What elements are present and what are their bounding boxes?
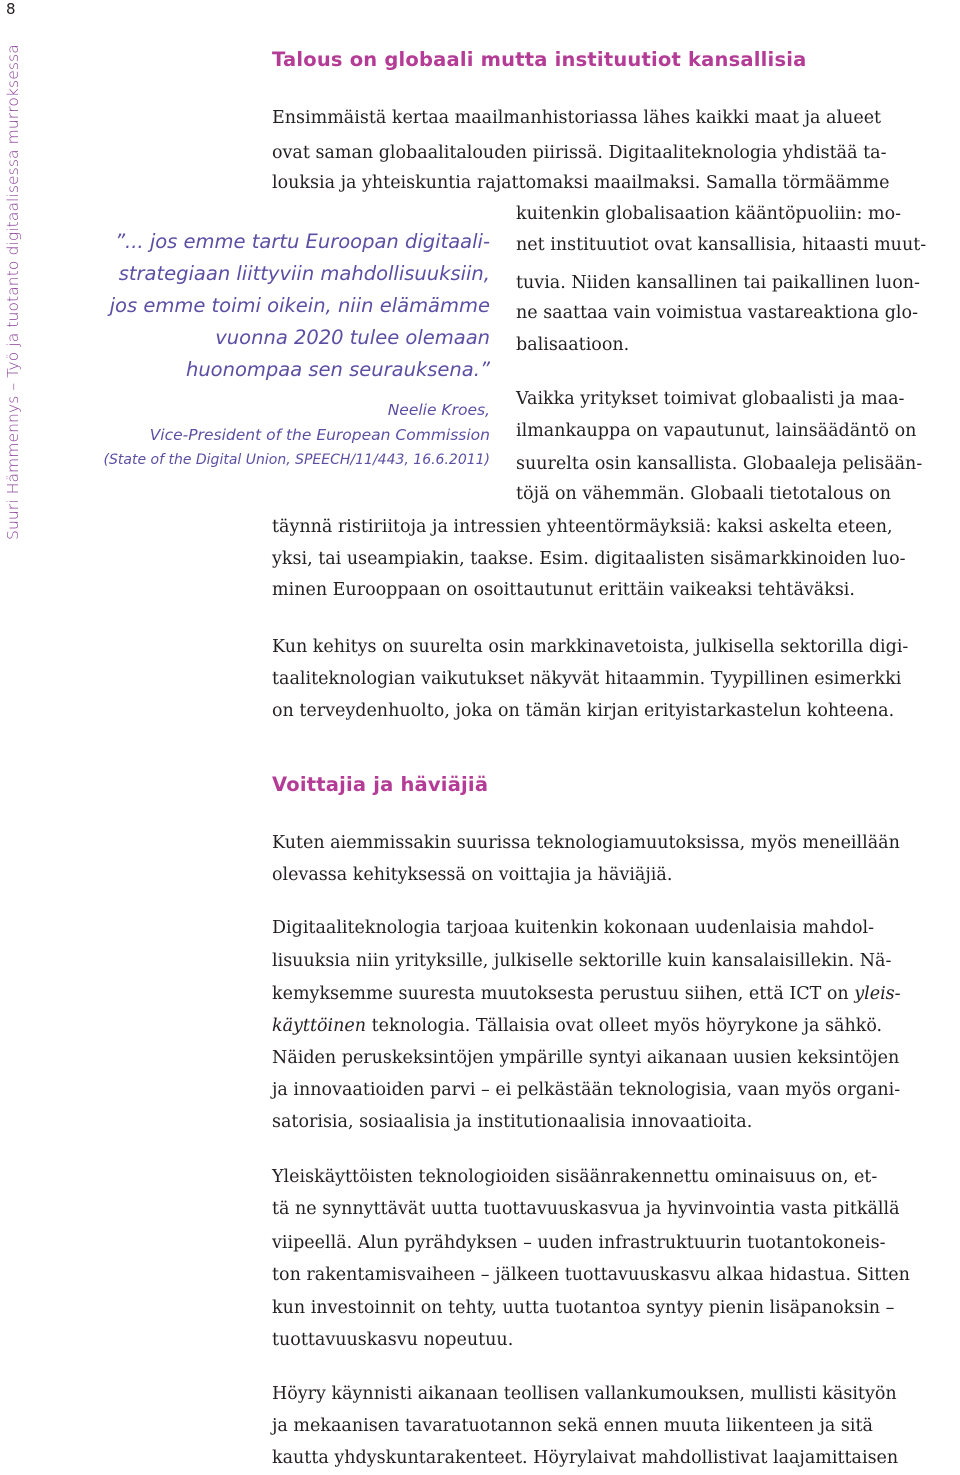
text-line: Vaikka yritykset toimivat globaalisti ja maa- (516, 389, 905, 409)
text-line: satorisia, sosiaalisia ja institutionaalisia innovaatioita. (272, 1112, 753, 1132)
text-line: Digitaaliteknologia tarjoaa kuitenkin kokonaan uudenlaisia mahdol- (272, 918, 875, 938)
quote-author-role: Vice-President of the European Commission (149, 426, 490, 444)
text-line: tä ne synnyttävät uutta tuottavuuskasvua ja hyvinvointia vasta pitkällä (272, 1199, 900, 1219)
text-line: ton rakentamisvaiheen – jälkeen tuottavuuskasvu alkaa hidastua. Sitten (272, 1265, 910, 1285)
text-line: ne saattaa vain voimistua vastareaktiona glo- (516, 303, 918, 323)
emphasis-text: yleis- (854, 984, 901, 1004)
text-line: Kun kehitys on suurelta osin markkinavetoista, julkisella sektorilla digi- (272, 637, 909, 657)
text-line: ja innovaatioiden parvi – ei pelkästään teknologisia, vaan myös organi- (272, 1080, 901, 1100)
quote-source: (State of the Digital Union, SPEECH/11/443, 16.6.2011) (103, 452, 490, 468)
text-line: ja mekaanisen tavaratuotannon sekä ennen muuta liikenteen ja sitä (272, 1416, 873, 1436)
page-number: 8 (6, 0, 16, 18)
text-line: kun investoinnit on tehty, uutta tuotantoa syntyy pienin lisäpanoksin – (272, 1298, 895, 1318)
text-line (272, 1011, 882, 1041)
text-line: Näiden peruskeksintöjen ympärille syntyi aikanaan uusien keksintöjen (272, 1048, 900, 1068)
text-line: kuitenkin globalisaation kääntöpuoliin: mo- (516, 204, 902, 224)
quote-line: strategiaan liittyviin mahdollisuuksiin, (118, 262, 490, 285)
text-line: Höyry käynnisti aikanaan teollisen vallankumouksen, mullisti käsityön (272, 1384, 897, 1404)
section-heading: Talous on globaali mutta instituutiot kansallisia (272, 48, 807, 71)
text-line: taaliteknologian vaikutukset näkyvät hitaammin. Tyypillinen esimerkki (272, 669, 902, 689)
text-line (272, 979, 901, 1009)
text-line: louksia ja yhteiskuntia rajattomaksi maailmaksi. Samalla törmäämme (272, 173, 890, 193)
text-line: olevassa kehityksessä on voittajia ja häviäjiä. (272, 865, 673, 885)
text-line: minen Eurooppaan on osoittautunut erittäin vaikeaksi tehtäväksi. (272, 580, 855, 600)
text-line: lisuuksia niin yrityksille, julkiselle sektorille kuin kansalaisillekin. Nä- (272, 951, 892, 971)
text-run: kemyksemme suuresta muutoksesta perustuu siihen, että ICT on (272, 984, 855, 1004)
text-line: balisaatioon. (516, 335, 630, 355)
quote-line: huonompaa sen seurauksena.” (185, 358, 490, 381)
text-line: on terveydenhuolto, joka on tämän kirjan erityistarkastelun kohteena. (272, 701, 895, 721)
text-line: ilmankauppa on vapautunut, lainsäädäntö on (516, 421, 917, 441)
text-line: ovat saman globaalitalouden piirissä. Digitaaliteknologia yhdistää ta- (272, 143, 887, 163)
text-line: Kuten aiemmissakin suurissa teknologiamuutoksissa, myös meneillään (272, 833, 900, 853)
text-line: Yleiskäyttöisten teknologioiden sisäänrakennettu ominaisuus on, et- (272, 1167, 878, 1187)
text-line: yksi, tai useampiakin, taakse. Esim. digitaalisten sisämarkkinoiden luo- (272, 549, 906, 569)
text-line: kautta yhdyskuntarakenteet. Höyrylaivat mahdollistivat laajamittaisen (272, 1448, 899, 1468)
emphasis-text: käyttöinen (272, 1016, 367, 1036)
text-line: töjä on vähemmän. Globaali tietotalous on (516, 484, 892, 504)
quote-line: ”... jos emme tartu Euroopan digitaali- (114, 230, 490, 253)
quote-line: vuonna 2020 tulee olemaan (215, 326, 490, 349)
section-heading: Voittajia ja häviäjiä (272, 773, 489, 796)
text-line: täynnä ristiriitoja ja intressien yhteentörmäyksiä: kaksi askelta eteen, (272, 517, 893, 537)
text-line: tuottavuuskasvu nopeutuu. (272, 1330, 514, 1350)
text-line: tuvia. Niiden kansallinen tai paikallinen luon- (516, 273, 920, 293)
text-line: suurelta osin kansallista. Globaaleja pelisään- (516, 454, 923, 474)
text-line: viipeellä. Alun pyrähdyksen – uuden infrastruktuurin tuotantokoneis- (272, 1233, 886, 1253)
quote-line: jos emme toimi oikein, niin elämämme (109, 294, 490, 317)
running-head: Suuri Hämmennys – Työ ja tuotanto digitaalisessa murroksessa (4, 44, 22, 540)
text-run: teknologia. Tällaisia ovat olleet myös höyrykone ja sähkö. (366, 1016, 883, 1036)
text-line: Ensimmäistä kertaa maailmanhistoriassa lähes kaikki maat ja alueet (272, 108, 882, 128)
quote-author: Neelie Kroes, (387, 401, 490, 419)
text-line: net instituutiot ovat kansallisia, hitaasti muut- (516, 235, 927, 255)
